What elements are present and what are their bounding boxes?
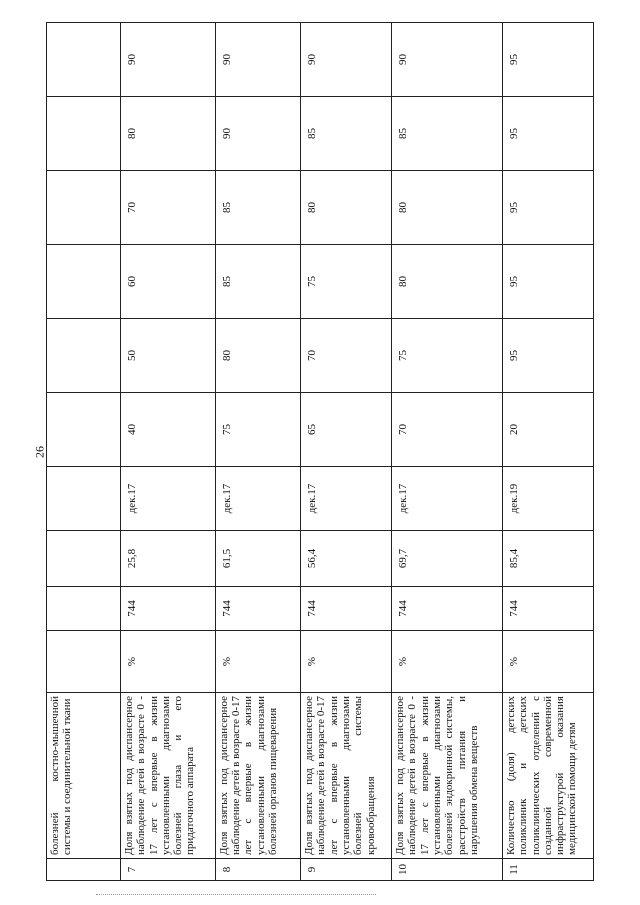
year-value-cell: 90 [392,23,503,97]
okei-code-cell: 744 [120,587,215,631]
year-value-cell [47,319,121,393]
indicator-description-cell: болезней костно-мышечной системы и соединительной ткани [47,693,121,859]
year-value-cell [47,97,121,171]
row-number-cell: 11 [502,859,593,881]
okei-code-cell: 744 [392,587,503,631]
indicator-description-cell: Доля взятых под диспансерное наблюдение детей в возрасте 0-17 лет с впервые в жизни установленными диагнозами болезней системы кровообращения [301,693,392,859]
unit-cell [47,631,121,693]
year-value-cell: 85 [301,97,392,171]
year-value-cell: 75 [392,319,503,393]
indicator-description-cell: Количество (доля) детских поликлиник и детских поликлинических отделений с созданной современной инфраструктурой оказания медицинской помощи детям [502,693,593,859]
year-value-cell: 85 [215,171,300,245]
year-value-cell: 75 [301,245,392,319]
okei-code-cell [47,587,121,631]
year-value-cell [47,171,121,245]
okei-code-cell: 744 [301,587,392,631]
year-value-cell: 80 [392,171,503,245]
year-value-cell: 85 [215,245,300,319]
unit-cell: % [502,631,593,693]
year-value-cell: 95 [502,171,593,245]
year-value-cell: 95 [502,23,593,97]
base-date-cell: дек.19 [502,467,593,531]
year-value-cell [47,23,121,97]
base-date-cell: дек.17 [215,467,300,531]
indicator-description-cell: Доля взятых под диспансерное наблюдение детей в возрасте 0 - 17 лет с впервые в жизни установленными диагнозами болезней эндокринной системы, расстройств питания и нарушения обмена веществ [392,693,503,859]
table-row [392,23,503,881]
year-value-cell: 20 [502,393,593,467]
year-value-cell: 70 [120,171,215,245]
footer-rule [96,894,376,895]
base-value-cell: 85,4 [502,531,593,587]
year-value-cell: 85 [392,97,503,171]
year-value-cell: 90 [301,23,392,97]
year-value-cell [47,393,121,467]
year-value-cell [47,245,121,319]
base-date-cell: дек.17 [392,467,503,531]
year-value-cell: 50 [120,319,215,393]
table-row [301,23,392,881]
year-value-cell: 90 [215,97,300,171]
unit-cell: % [392,631,503,693]
unit-cell: % [120,631,215,693]
year-value-cell: 60 [120,245,215,319]
year-value-cell: 80 [392,245,503,319]
indicators-table [46,22,594,881]
unit-cell: % [301,631,392,693]
row-number-cell [47,859,121,881]
table-row [120,23,215,881]
row-number-cell: 10 [392,859,503,881]
base-date-cell: дек.17 [301,467,392,531]
unit-cell: % [215,631,300,693]
year-value-cell: 80 [215,319,300,393]
okei-code-cell: 744 [215,587,300,631]
table-row [215,23,300,881]
base-value-cell: 69,7 [392,531,503,587]
year-value-cell: 70 [392,393,503,467]
row-number-cell: 7 [120,859,215,881]
base-value-cell: 61,5 [215,531,300,587]
table-row [502,23,593,881]
year-value-cell: 95 [502,245,593,319]
table-row [47,23,121,881]
year-value-cell: 90 [120,23,215,97]
indicators-table-rotated [46,23,594,881]
base-value-cell [47,531,121,587]
row-number-cell: 8 [215,859,300,881]
okei-code-cell: 744 [502,587,593,631]
table-body [47,23,594,881]
base-value-cell: 25,8 [120,531,215,587]
year-value-cell: 65 [301,393,392,467]
page-number: 26 [32,446,47,458]
row-number-cell: 9 [301,859,392,881]
year-value-cell: 80 [301,171,392,245]
indicator-description-cell: Доля взятых под диспансерное наблюдение детей в возрасте 0 - 17 лет с впервые в жизни установленными диагнозами болезней глаза и его придаточного аппарата [120,693,215,859]
year-value-cell: 40 [120,393,215,467]
year-value-cell: 70 [301,319,392,393]
base-value-cell: 56,4 [301,531,392,587]
year-value-cell: 75 [215,393,300,467]
year-value-cell: 90 [215,23,300,97]
year-value-cell: 95 [502,97,593,171]
base-date-cell: дек.17 [120,467,215,531]
year-value-cell: 80 [120,97,215,171]
indicator-description-cell: Доля взятых под диспансерное наблюдение детей в возрасте 0-17 лет с впервые в жизни установленными диагнозами болезней органов пищеварения [215,693,300,859]
base-date-cell [47,467,121,531]
year-value-cell: 95 [502,319,593,393]
